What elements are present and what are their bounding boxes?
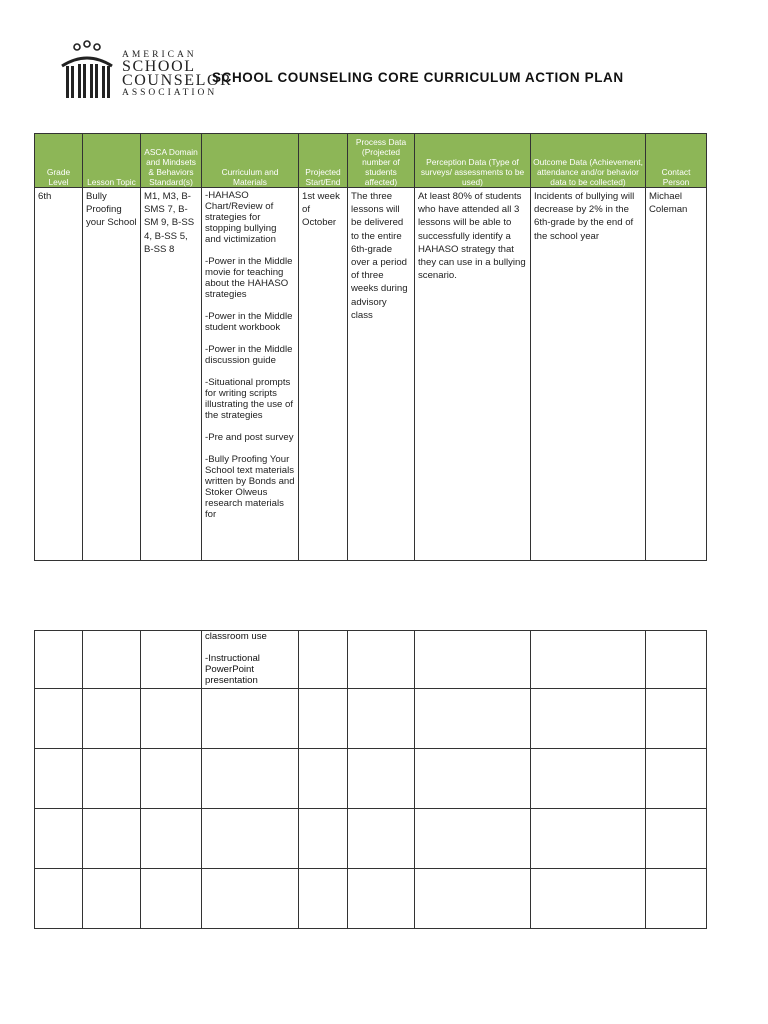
asca-columns-icon (58, 40, 120, 102)
cell-process-data: The three lessons will be delivered to the entire 6th-grade over a period of three weeks during advisory class (348, 188, 415, 561)
col-header-outcome-data: Outcome Data (Achievement, attendance and/or behavior data to be collected) (531, 134, 646, 188)
table-row (35, 809, 707, 869)
col-header-lesson-topic: Lesson Topic (83, 134, 141, 188)
materials-list-continued (202, 631, 298, 686)
action-plan-table-continued (34, 630, 707, 929)
cell-topic: Bully Proofing your School (83, 188, 141, 561)
list-item: -Power in the Middle movie for teaching about the HAHASO strategies (205, 256, 293, 300)
list-item: -Power in the Middle student workbook (205, 311, 293, 333)
cell-start-end: 1st week of October (299, 188, 348, 561)
logo-line-association: ASSOCIATION (122, 88, 218, 98)
table-row (35, 188, 707, 561)
table-row (35, 689, 707, 749)
cell-perception-data: At least 80% of students who have attended all 3 lessons will be able to successfully identify a HAHASO strategy that they can use in a bullying scenario. (415, 188, 531, 561)
materials-list (202, 188, 298, 560)
list-item: -Instructional PowerPoint presentation (205, 653, 260, 686)
col-header-projected-start-end: Projected Start/End (299, 134, 348, 188)
cell-outcome-data: Incidents of bullying will decrease by 2% in the 6th-grade by the end of the school year (531, 188, 646, 561)
cell-materials-continued (202, 631, 299, 689)
table-row (35, 631, 707, 689)
list-item: -Bully Proofing Your School text materials written by Bonds and Stoker Olweus research materials for (205, 454, 295, 520)
cell-materials (202, 188, 299, 561)
logo-line-school: SCHOOL (122, 58, 196, 75)
logo-line-counselor: COUNSELOR (122, 72, 233, 89)
list-item: -HAHASO Chart/Review of strategies for stopping bullying and victimization (205, 190, 277, 245)
header-row (35, 134, 707, 188)
list-item: -Situational prompts for writing scripts illustrating the use of the strategies (205, 377, 293, 421)
col-header-process-data: Process Data (Projected number of students affected) (348, 134, 415, 188)
col-header-grade-level: Grade Level (35, 134, 83, 188)
asca-logo (58, 40, 233, 102)
logo-line-american: AMERICAN (122, 50, 197, 60)
col-header-perception-data: Perception Data (Type of surveys/ assessments to be used) (415, 134, 531, 188)
list-item: -Pre and post survey (205, 432, 294, 443)
cell-grade: 6th (35, 188, 83, 561)
table-row (35, 749, 707, 809)
col-header-contact-person: Contact Person (646, 134, 707, 188)
col-header-curriculum-materials: Curriculum and Materials (202, 134, 299, 188)
table-row (35, 869, 707, 929)
col-header-asca-standards: ASCA Domain and Mindsets & Behaviors Standard(s) (141, 134, 202, 188)
cell-contact-person: Michael Coleman (646, 188, 707, 561)
action-plan-table (34, 133, 707, 561)
cell-standards: M1, M3, B-SMS 7, B-SM 9, B-SS 4, B-SS 5, B-SS 8 (141, 188, 202, 561)
list-item: -Power in the Middle discussion guide (205, 344, 293, 366)
list-item: classroom use (205, 631, 267, 642)
page-title: SCHOOL COUNSELING CORE CURRICULUM ACTION PLAN (212, 70, 624, 85)
